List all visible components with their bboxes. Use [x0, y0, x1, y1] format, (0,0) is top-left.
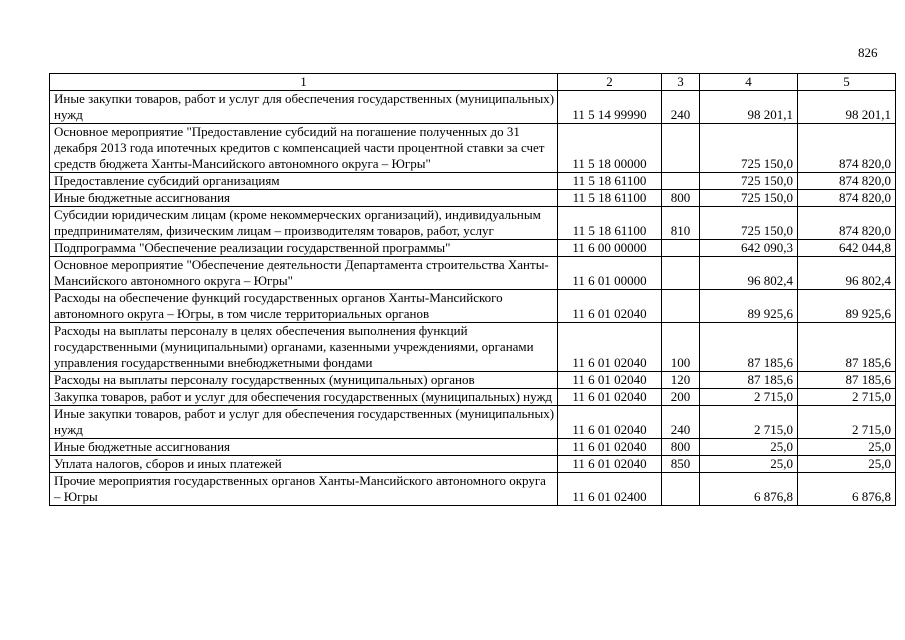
row-value-col4: 25,0: [700, 456, 798, 473]
header-col-3: 3: [662, 74, 700, 91]
row-value-col5: 87 185,6: [798, 372, 896, 389]
row-code: 11 6 01 02040: [558, 389, 662, 406]
row-name: Подпрограмма "Обеспечение реализации государственной программы": [50, 240, 558, 257]
header-col-4: 4: [700, 74, 798, 91]
table-row: [50, 257, 896, 290]
table-row: [50, 456, 896, 473]
row-value-col5: 6 876,8: [798, 473, 896, 506]
row-name: Иные бюджетные ассигнования: [50, 190, 558, 207]
row-type: 850: [662, 456, 700, 473]
table-row: [50, 207, 896, 240]
table-row: [50, 439, 896, 456]
row-value-col5: 98 201,1: [798, 91, 896, 124]
row-type: [662, 257, 700, 290]
row-type: 240: [662, 91, 700, 124]
row-code: 11 5 14 99990: [558, 91, 662, 124]
row-value-col4: 2 715,0: [700, 389, 798, 406]
row-value-col4: 25,0: [700, 439, 798, 456]
row-value-col5: 2 715,0: [798, 406, 896, 439]
row-value-col5: 89 925,6: [798, 290, 896, 323]
row-value-col4: 642 090,3: [700, 240, 798, 257]
row-code: 11 5 18 61100: [558, 190, 662, 207]
row-value-col4: 725 150,0: [700, 190, 798, 207]
row-value-col4: 87 185,6: [700, 323, 798, 372]
row-name: Субсидии юридическим лицам (кроме некоммерческих организаций), индивидуальным предпринимателям, физическим лицам – производителям товаров, работ, услуг: [50, 207, 558, 240]
row-value-col5: 642 044,8: [798, 240, 896, 257]
table-row: [50, 473, 896, 506]
table-row: [50, 91, 896, 124]
row-value-col5: 2 715,0: [798, 389, 896, 406]
row-value-col5: 874 820,0: [798, 124, 896, 173]
row-name: Закупка товаров, работ и услуг для обеспечения государственных (муниципальных) нужд: [50, 389, 558, 406]
row-name: Основное мероприятие "Обеспечение деятельности Департамента строительства Ханты-Мансийского автономного округа – Югры": [50, 257, 558, 290]
row-name: Расходы на выплаты персоналу в целях обеспечения выполнения функций государственными (муниципальными) органами, казенными учреждениями, органами управления государственными внебюджетными фондами: [50, 323, 558, 372]
row-value-col5: 25,0: [798, 456, 896, 473]
row-type: 200: [662, 389, 700, 406]
row-type: 120: [662, 372, 700, 389]
row-name: Прочие мероприятия государственных органов Ханты-Мансийского автономного округа – Югры: [50, 473, 558, 506]
row-name: Иные закупки товаров, работ и услуг для обеспечения государственных (муниципальных) нужд: [50, 91, 558, 124]
row-value-col5: 96 802,4: [798, 257, 896, 290]
row-value-col4: 6 876,8: [700, 473, 798, 506]
row-code: 11 6 01 00000: [558, 257, 662, 290]
row-value-col4: 725 150,0: [700, 173, 798, 190]
table-row: [50, 240, 896, 257]
row-name: Расходы на обеспечение функций государственных органов Ханты-Мансийского автономного округа – Югры, в том числе территориальных органов: [50, 290, 558, 323]
row-value-col5: 25,0: [798, 439, 896, 456]
row-value-col4: 725 150,0: [700, 124, 798, 173]
row-value-col4: 96 802,4: [700, 257, 798, 290]
row-code: 11 5 18 61100: [558, 207, 662, 240]
row-code: 11 6 01 02400: [558, 473, 662, 506]
table-row: [50, 124, 896, 173]
row-name: Иные закупки товаров, работ и услуг для обеспечения государственных (муниципальных) нужд: [50, 406, 558, 439]
row-type: 240: [662, 406, 700, 439]
row-type: 100: [662, 323, 700, 372]
table-row: [50, 323, 896, 372]
row-value-col4: 98 201,1: [700, 91, 798, 124]
table-row: [50, 406, 896, 439]
row-code: 11 5 18 61100: [558, 173, 662, 190]
row-type: [662, 290, 700, 323]
row-name: Основное мероприятие "Предоставление субсидий на погашение полученных до 31 декабря 2013 года ипотечных кредитов с компенсацией части процентной ставки за счет средств бюджета Ханты-Мансийского автономного округа – Югры": [50, 124, 558, 173]
row-code: 11 6 01 02040: [558, 290, 662, 323]
row-code: 11 6 00 00000: [558, 240, 662, 257]
row-value-col5: 87 185,6: [798, 323, 896, 372]
row-type: 810: [662, 207, 700, 240]
table-row: [50, 389, 896, 406]
row-code: 11 6 01 02040: [558, 372, 662, 389]
row-value-col5: 874 820,0: [798, 207, 896, 240]
row-value-col4: 89 925,6: [700, 290, 798, 323]
header-row: [50, 74, 896, 91]
row-value-col4: 87 185,6: [700, 372, 798, 389]
page-number: 826: [858, 45, 878, 60]
row-code: 11 5 18 00000: [558, 124, 662, 173]
row-type: [662, 173, 700, 190]
row-type: 800: [662, 439, 700, 456]
row-name: Предоставление субсидий организациям: [50, 173, 558, 190]
table-row: [50, 290, 896, 323]
header-col-1: 1: [50, 74, 558, 91]
budget-table: [49, 73, 896, 506]
row-type: [662, 240, 700, 257]
table-row: [50, 190, 896, 207]
row-value-col5: 874 820,0: [798, 190, 896, 207]
row-type: [662, 473, 700, 506]
row-code: 11 6 01 02040: [558, 456, 662, 473]
table-row: [50, 173, 896, 190]
header-col-2: 2: [558, 74, 662, 91]
row-code: 11 6 01 02040: [558, 406, 662, 439]
row-code: 11 6 01 02040: [558, 323, 662, 372]
row-name: Расходы на выплаты персоналу государственных (муниципальных) органов: [50, 372, 558, 389]
row-name: Иные бюджетные ассигнования: [50, 439, 558, 456]
row-value-col4: 2 715,0: [700, 406, 798, 439]
row-value-col4: 725 150,0: [700, 207, 798, 240]
row-value-col5: 874 820,0: [798, 173, 896, 190]
row-type: 800: [662, 190, 700, 207]
row-type: [662, 124, 700, 173]
row-code: 11 6 01 02040: [558, 439, 662, 456]
header-col-5: 5: [798, 74, 896, 91]
row-name: Уплата налогов, сборов и иных платежей: [50, 456, 558, 473]
table-row: [50, 372, 896, 389]
